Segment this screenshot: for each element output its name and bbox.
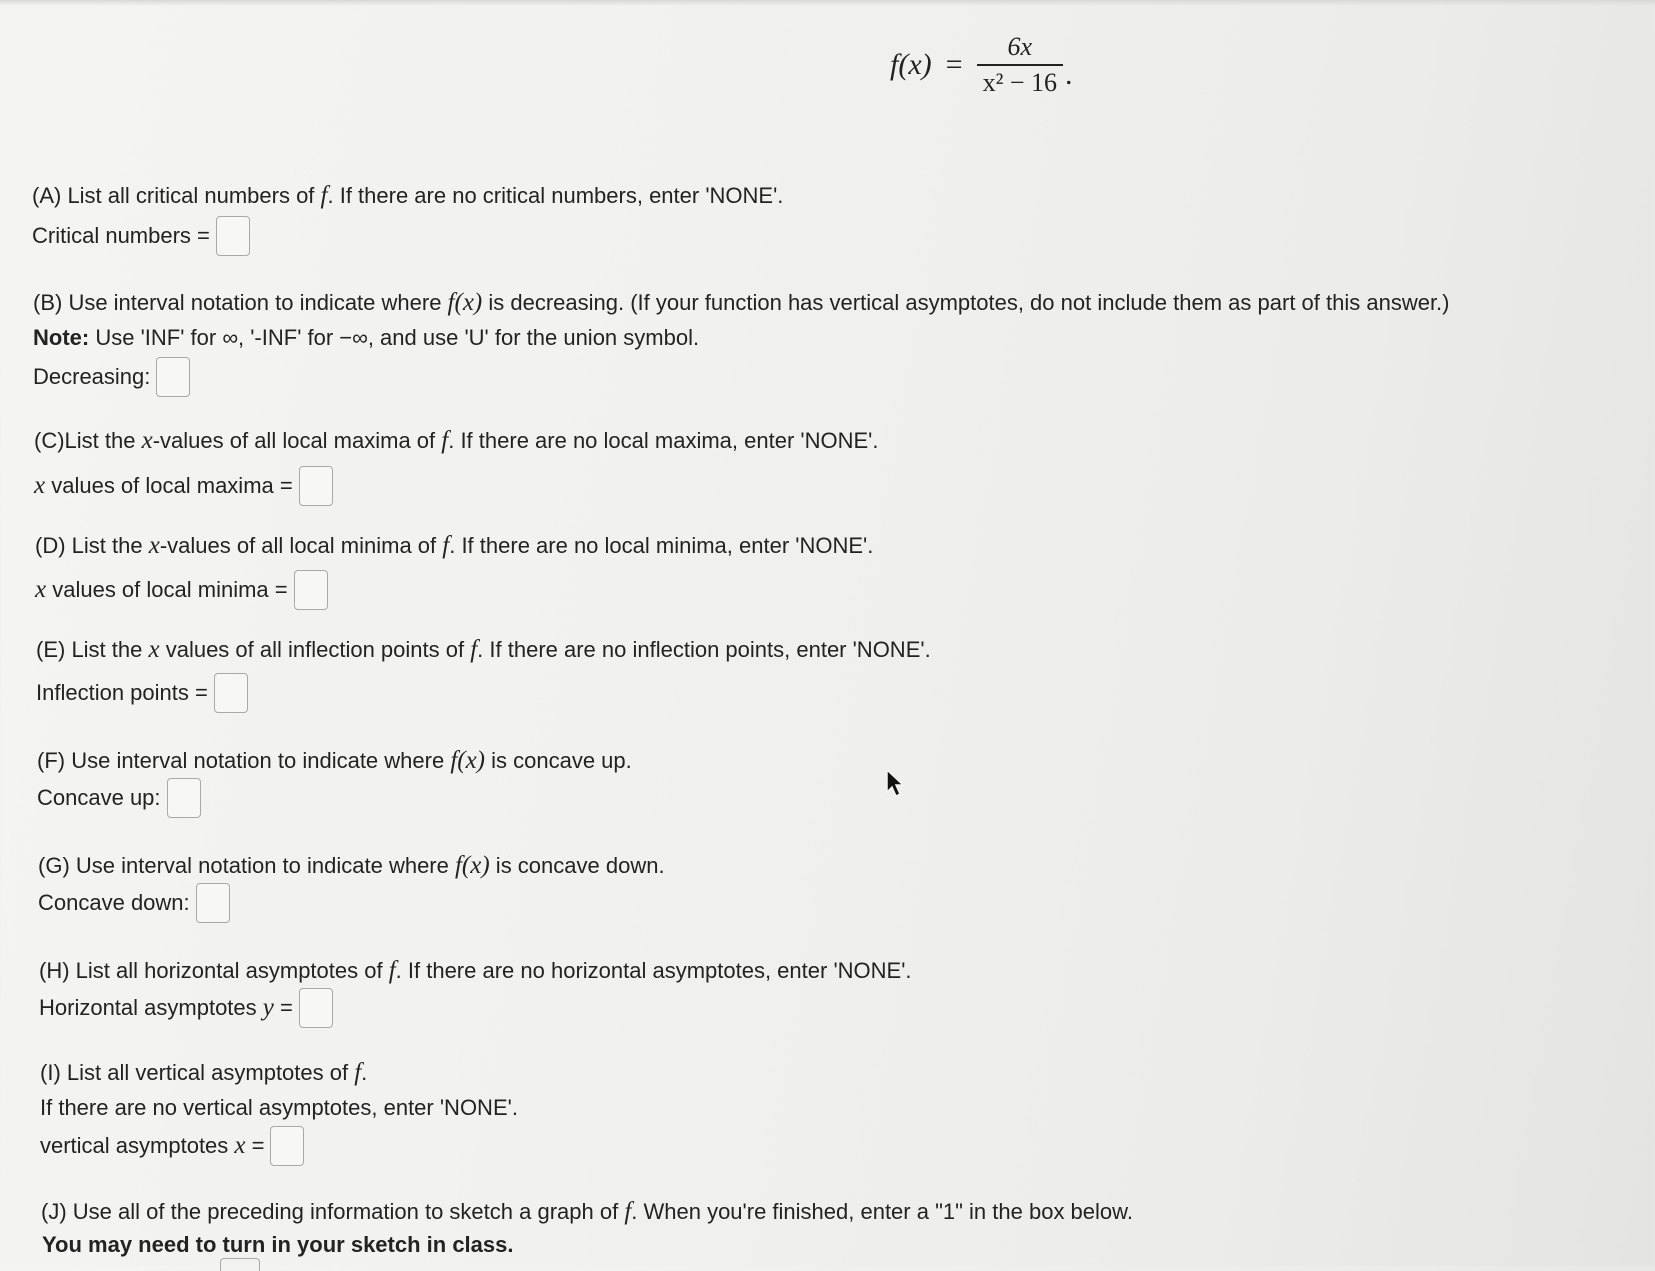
question-i-prompt: [40, 1059, 367, 1087]
question-i-text-2: .: [361, 1060, 368, 1085]
question-f-math: f(x): [450, 747, 486, 774]
concave-up-input[interactable]: [167, 778, 201, 818]
question-a-math: f: [320, 182, 328, 209]
critical-numbers-label: Critical numbers =: [32, 223, 210, 248]
question-g-text-2: is concave down.: [489, 853, 665, 878]
question-f-text-2: is concave up.: [485, 748, 632, 773]
local-minima-var: x: [35, 576, 47, 603]
question-b-prompt: [33, 289, 1450, 317]
question-g-prompt: [38, 852, 665, 880]
question-e-math-f: f: [470, 636, 478, 663]
question-c-text-1: (C)List the: [34, 428, 142, 453]
question-b-text-2: is decreasing. (If your function has vertical asymptotes, do not include them as part of this answer.): [482, 290, 1450, 315]
local-maxima-label: values of local maxima =: [45, 473, 293, 498]
question-j-math: f: [624, 1198, 632, 1225]
horizontal-asymptotes-var: y: [262, 994, 274, 1021]
question-d-answer-row: [35, 570, 328, 610]
concave-down-label: Concave down:: [38, 890, 190, 915]
question-h-text-2: . If there are no horizontal asymptotes, enter 'NONE'.: [395, 958, 912, 983]
question-d-prompt: [35, 532, 873, 560]
question-c-answer-row: [34, 466, 333, 506]
function-formula: [890, 32, 1073, 98]
question-a-text-1: (A) List all critical numbers of: [32, 183, 321, 208]
question-g-math: f(x): [454, 852, 490, 879]
formula-fraction: [977, 32, 1063, 98]
question-j-prompt: [41, 1198, 1133, 1226]
question-e-prompt: [36, 636, 931, 664]
question-j-text-2: . When you're finished, enter a "1" in the box below.: [631, 1199, 1133, 1224]
question-f-answer-row: [37, 778, 201, 818]
sketch-confirm-input[interactable]: [220, 1258, 260, 1271]
question-c-prompt: [34, 427, 878, 455]
question-e-answer-row: [36, 673, 248, 713]
question-f-prompt: [37, 747, 632, 775]
formula-equals: =: [945, 48, 963, 81]
question-h-math: f: [388, 957, 396, 984]
question-e-text-2: values of all inflection points of: [159, 637, 471, 662]
question-e-text-3: . If there are no inflection points, enter 'NONE'.: [477, 637, 931, 662]
question-e-math-x: x: [148, 636, 160, 663]
question-c-math-x: x: [141, 427, 153, 454]
question-a-answer-row: [32, 216, 250, 256]
formula-numerator: 6x: [1007, 32, 1033, 61]
local-maxima-var: x: [34, 472, 46, 499]
negative-infinity-symbol: −∞: [339, 325, 368, 350]
question-b-text-1: (B) Use interval notation to indicate where: [33, 290, 448, 315]
question-h-text-1: (H) List all horizontal asymptotes of: [39, 958, 389, 983]
question-d-text-2: -values of all local minima of: [159, 533, 443, 558]
question-c-text-2: -values of all local maxima of: [152, 428, 442, 453]
vertical-asymptotes-label: vertical asymptotes: [40, 1133, 235, 1158]
question-h-answer-row: [39, 988, 333, 1028]
question-f-text-1: (F) Use interval notation to indicate where: [37, 748, 451, 773]
critical-numbers-input[interactable]: [216, 216, 250, 256]
local-minima-input[interactable]: [294, 570, 328, 610]
question-g-answer-row: [38, 883, 230, 923]
question-g-text-1: (G) Use interval notation to indicate where: [38, 853, 455, 878]
question-d-math-f: f: [442, 532, 450, 559]
note-text-2: , '-INF' for: [238, 325, 340, 350]
question-i-prompt-line2: [40, 1094, 518, 1122]
vertical-asymptotes-var: x: [234, 1132, 246, 1159]
local-minima-label: values of local minima =: [46, 577, 288, 602]
question-j-bold-line: [42, 1231, 514, 1259]
question-c-math-f: f: [441, 427, 449, 454]
decreasing-input[interactable]: [156, 357, 190, 397]
formula-period: .: [1065, 58, 1073, 91]
question-d-text-3: . If there are no local minima, enter 'NONE'.: [449, 533, 874, 558]
question-b-answer-row: [33, 357, 190, 397]
formula-denominator: x² − 16: [982, 68, 1058, 97]
question-i-answer-row: [40, 1126, 304, 1166]
question-d-text-1: (D) List the: [35, 533, 149, 558]
question-i-text-line2: If there are no vertical asymptotes, enter 'NONE'.: [40, 1095, 518, 1120]
horizontal-asymptotes-equals: =: [273, 995, 293, 1020]
horizontal-asymptotes-input[interactable]: [299, 988, 333, 1028]
sketch-instruction-bold: You may need to turn in your sketch in class.: [42, 1232, 514, 1257]
question-h-prompt: [39, 957, 912, 985]
question-d-math-x: x: [148, 532, 160, 559]
question-i-math: f: [354, 1059, 362, 1086]
horizontal-asymptotes-label: Horizontal asymptotes: [39, 995, 263, 1020]
question-b-note: [33, 324, 699, 352]
mouse-pointer-icon: [885, 768, 907, 798]
local-maxima-input[interactable]: [299, 466, 333, 506]
question-a-prompt: [32, 182, 783, 210]
screen-top-edge: [0, 0, 1655, 6]
question-c-text-3: . If there are no local maxima, enter 'NONE'.: [448, 428, 879, 453]
note-text-3: , and use 'U' for the union symbol.: [367, 325, 700, 350]
note-bold-label: Note:: [33, 325, 90, 350]
vertical-asymptotes-input[interactable]: [270, 1126, 304, 1166]
inflection-points-input[interactable]: [214, 673, 248, 713]
infinity-symbol: ∞: [222, 325, 238, 350]
question-e-text-1: (E) List the: [36, 637, 149, 662]
question-j-text-1: (J) Use all of the preceding information to sketch a graph of: [41, 1199, 625, 1224]
decreasing-label: Decreasing:: [33, 364, 151, 389]
note-text-1: Use 'INF' for: [89, 325, 223, 350]
formula-lhs: f(x): [890, 48, 932, 81]
question-a-text-2: . If there are no critical numbers, enter 'NONE'.: [327, 183, 784, 208]
concave-up-label: Concave up:: [37, 785, 161, 810]
concave-down-input[interactable]: [196, 883, 230, 923]
question-b-math: f(x): [447, 289, 483, 316]
inflection-points-label: Inflection points =: [36, 680, 208, 705]
vertical-asymptotes-equals: =: [245, 1133, 265, 1158]
question-i-text-1: (I) List all vertical asymptotes of: [40, 1060, 355, 1085]
